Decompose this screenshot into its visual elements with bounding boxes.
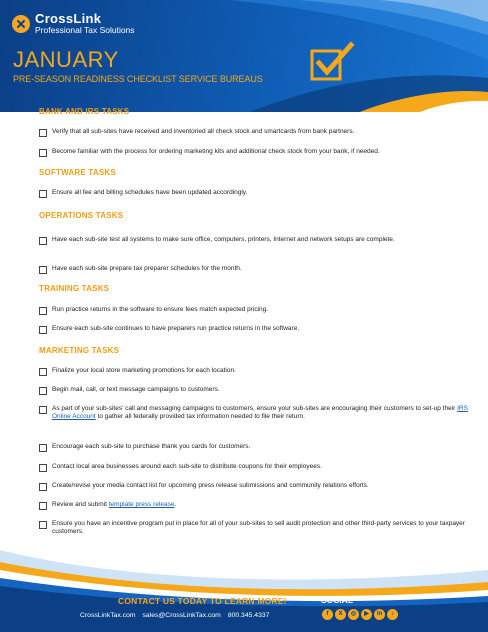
task-text: Become familiar with the process for ordering marketing kits and additional check stock from your bank, if needed. xyxy=(52,148,380,155)
task-checkbox[interactable] xyxy=(39,521,47,529)
task-text: Ensure all fee and billing schedules have been updated accordingly. xyxy=(52,189,248,196)
task-text-pre: Review and submit xyxy=(52,501,109,508)
checkbox-checkmark-icon xyxy=(309,41,355,85)
phone-number: 800.345.4337 xyxy=(227,612,270,619)
task-checkbox[interactable] xyxy=(39,149,47,157)
task-item xyxy=(39,148,469,157)
task-text: Contact local area businesses around each sub-site to distribute coupons for their employees. xyxy=(52,463,322,470)
task-checkbox[interactable] xyxy=(39,190,47,198)
facebook-icon[interactable]: f xyxy=(322,609,333,620)
task-checkbox[interactable] xyxy=(39,502,47,510)
section-title-marketing: MARKETING TASKS xyxy=(39,346,120,355)
youtube-icon[interactable]: ▶ xyxy=(361,609,372,620)
task-item xyxy=(39,128,469,137)
section-title-bank-irs: BANK AND IRS TASKS xyxy=(39,107,130,116)
task-item xyxy=(39,265,469,274)
task-checkbox[interactable] xyxy=(39,464,47,472)
brand-name: CrossLink xyxy=(35,11,102,26)
task-text: Encourage each sub-site to purchase thank you cards for customers. xyxy=(52,443,251,450)
task-checkbox[interactable] xyxy=(39,387,47,395)
task-item xyxy=(39,405,469,422)
task-text: Finalize your local store marketing promotions for each location. xyxy=(52,367,236,374)
x-icon[interactable]: X xyxy=(335,609,346,620)
header-banner xyxy=(0,0,488,112)
task-text: Ensure each sub-site continues to have preparers run practice returns in the software. xyxy=(52,325,300,332)
irs-online-account-link[interactable]: IRS Online Account xyxy=(52,405,468,421)
task-item xyxy=(39,189,469,198)
brand-logo xyxy=(12,12,135,36)
task-checkbox[interactable] xyxy=(39,326,47,334)
task-item xyxy=(39,386,469,395)
task-text: Verify that all sub-sites have received and inventoried all check stock and smartcards from bank partners. xyxy=(52,128,355,135)
section-title-operations: OPERATIONS TASKS xyxy=(39,211,124,220)
task-item xyxy=(39,236,469,245)
social-icons xyxy=(322,609,400,620)
task-item xyxy=(39,306,469,315)
task-text: Have each sub-site prepare tax preparer schedules for the month. xyxy=(52,265,242,272)
task-text-post: . xyxy=(174,501,177,508)
task-checkbox[interactable] xyxy=(39,129,47,137)
task-text xyxy=(52,501,176,509)
template-press-release-link[interactable]: template press release xyxy=(108,501,175,508)
page-title: JANUARY xyxy=(13,47,119,72)
task-text-pre: As part of your sub-sites’ call and messaging campaigns to customers, ensure your sub-sites are encouraging their customers to set-up their xyxy=(52,405,458,412)
task-checkbox[interactable] xyxy=(39,483,47,491)
task-text: Run practice returns in the software to ensure fees match expected pricing. xyxy=(52,306,269,313)
task-text xyxy=(52,405,469,422)
task-item xyxy=(39,463,469,472)
tiktok-icon[interactable]: ♪ xyxy=(387,609,398,620)
instagram-icon[interactable]: ◎ xyxy=(348,609,359,620)
section-title-training: TRAINING TASKS xyxy=(39,284,110,293)
crosslink-logo-icon xyxy=(12,15,30,33)
task-checkbox[interactable] xyxy=(39,237,47,245)
task-item xyxy=(39,443,469,452)
brand-tagline: Professional Tax Solutions xyxy=(35,25,135,35)
task-item xyxy=(39,520,469,537)
task-item xyxy=(39,325,469,334)
task-checkbox[interactable] xyxy=(39,266,47,274)
task-item xyxy=(39,501,469,510)
section-title-software: SOFTWARE TASKS xyxy=(39,168,116,177)
social-label: SOCIAL xyxy=(321,595,354,605)
task-item xyxy=(39,482,469,491)
task-text: Have each sub-site test all systems to make sure office, computers, printers, Internet and network setups are complete. xyxy=(52,236,395,243)
task-text: Create/revise your media contact list for upcoming press release submissions and community relations efforts. xyxy=(52,482,369,489)
task-text: Begin mail, call, or text message campaigns to customers. xyxy=(52,386,220,393)
task-checkbox[interactable] xyxy=(39,307,47,315)
page-subtitle: PRE-SEASON READINESS CHECKLIST SERVICE BUREAUS xyxy=(13,74,263,84)
task-item xyxy=(39,367,469,376)
contact-info xyxy=(80,612,276,619)
linkedin-icon[interactable]: in xyxy=(374,609,385,620)
task-checkbox[interactable] xyxy=(39,368,47,376)
contact-cta: CONTACT US TODAY TO LEARN MORE! xyxy=(118,596,287,606)
footer xyxy=(0,540,488,632)
task-checkbox[interactable] xyxy=(39,406,47,414)
email-link[interactable]: sales@CrossLinkTax.com xyxy=(142,612,221,619)
task-checkbox[interactable] xyxy=(39,444,47,452)
website-link[interactable]: CrossLinkTax.com xyxy=(80,612,136,619)
task-text-post: to gather all federally provided tax information needed to file their return. xyxy=(95,413,305,421)
task-text: Ensure you have an incentive program put in place for all of your sub-sites to sell audit protection and other third-party services to your taxpayer customers. xyxy=(52,520,465,536)
